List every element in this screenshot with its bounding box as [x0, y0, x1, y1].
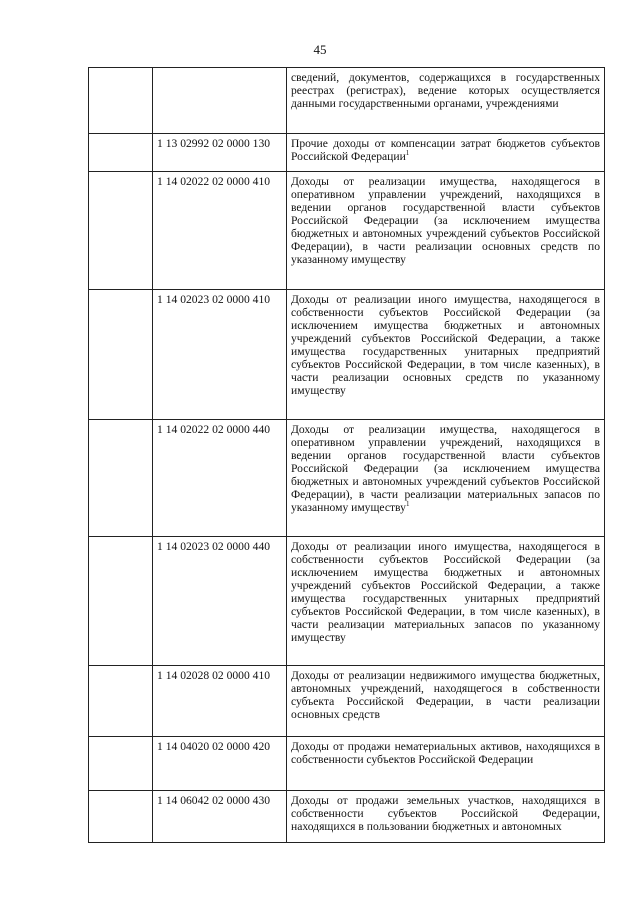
- code-cell: 1 14 06042 02 0000 430: [153, 791, 287, 843]
- description-cell: [287, 791, 605, 843]
- description-text: Доходы от реализации недвижимого имущества бюджетных, автономных учреждений, находящегося в собственности субъекта Российской Федерации, в части реализации основных средств: [291, 669, 600, 721]
- description-cell: [287, 172, 605, 290]
- revenue-codes-table: [88, 67, 605, 843]
- admin-cell: [89, 537, 153, 666]
- code-cell: 1 14 02022 02 0000 440: [153, 420, 287, 537]
- admin-cell: [89, 134, 153, 172]
- admin-cell: [89, 666, 153, 737]
- description-cell: [287, 666, 605, 737]
- table-row: [89, 172, 605, 290]
- table-row: [89, 420, 605, 537]
- description-cell: [287, 134, 605, 172]
- admin-cell: [89, 420, 153, 537]
- description-text: Доходы от продажи нематериальных активов, находящихся в собственности субъектов Российской Федерации: [291, 740, 600, 766]
- admin-cell: [89, 737, 153, 791]
- footnote-marker: 1: [405, 149, 410, 158]
- admin-cell: [89, 791, 153, 843]
- code-cell: 1 13 02992 02 0000 130: [153, 134, 287, 172]
- description-cell: [287, 537, 605, 666]
- code-cell: [153, 68, 287, 134]
- admin-cell: [89, 68, 153, 134]
- description-text: Доходы от реализации иного имущества, находящегося в собственности субъектов Российской Федерации (за исключением имущества бюджетных и автономных учреждений субъектов Российской Федерации, а также имущества государственных унитарных предприятий субъектов Российской Федерации, в том числе казенных), в части реализации основных средств по указанному имуществу: [291, 293, 600, 397]
- code-cell: 1 14 02022 02 0000 410: [153, 172, 287, 290]
- table-row: [89, 791, 605, 843]
- description-cell: [287, 290, 605, 420]
- table-row: [89, 537, 605, 666]
- table-row: [89, 290, 605, 420]
- description-text: Доходы от реализации имущества, находящегося в оперативном управлении учреждений, находящихся в ведении органов государственной власти субъектов Российской Федерации (за исключением имущества бюджетных и автономных учреждений субъектов Российской Федерации), в части реализации материальных запасов по указанному имуществу: [291, 423, 600, 514]
- table-row: [89, 134, 605, 172]
- description-text: Доходы от реализации имущества, находящегося в оперативном управлении учреждений, находящихся в ведении органов государственной власти субъектов Российской Федерации (за исключением имущества бюджетных и автономных учреждений субъектов Российской Федерации), в части реализации основных средств по указанному имуществу: [291, 175, 600, 266]
- code-cell: 1 14 04020 02 0000 420: [153, 737, 287, 791]
- description-cell: [287, 420, 605, 537]
- table-row: [89, 68, 605, 134]
- admin-cell: [89, 172, 153, 290]
- table-row: [89, 737, 605, 791]
- table-row: [89, 666, 605, 737]
- code-cell: 1 14 02023 02 0000 440: [153, 537, 287, 666]
- admin-cell: [89, 290, 153, 420]
- description-cell: [287, 68, 605, 134]
- description-text: Прочие доходы от компенсации затрат бюджетов субъектов Российской Федерации: [291, 137, 600, 163]
- code-cell: 1 14 02023 02 0000 410: [153, 290, 287, 420]
- description-text: Доходы от реализации иного имущества, находящегося в собственности субъектов Российской Федерации (за исключением имущества бюджетных и автономных учреждений субъектов Российской Федерации, а также имущества государственных унитарных предприятий субъектов Российской Федерации, в том числе казенных), в части реализации материальных запасов по указанному имуществу: [291, 540, 600, 644]
- code-cell: 1 14 02028 02 0000 410: [153, 666, 287, 737]
- footnote-marker: 1: [405, 500, 410, 509]
- description-cell: [287, 737, 605, 791]
- description-text: сведений, документов, содержащихся в государственных реестрах (регистрах), ведение которых осуществляется данными государственными органами, учреждениями: [291, 71, 600, 110]
- page-number: 45: [313, 42, 327, 57]
- description-text: Доходы от продажи земельных участков, находящихся в собственности субъектов Российской Федерации, находящихся в пользовании бюджетных и автономных: [291, 794, 600, 833]
